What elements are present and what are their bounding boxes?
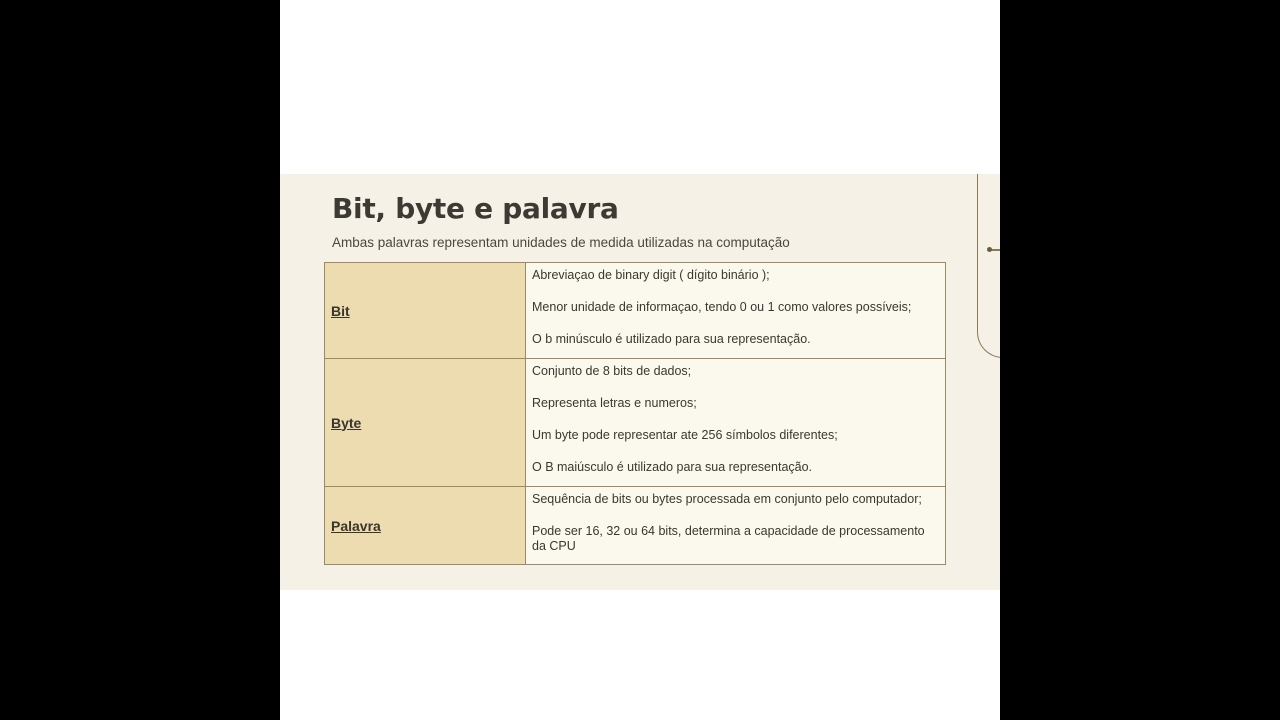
- description-line: O b minúsculo é utilizado para sua representação.: [532, 332, 811, 346]
- description-line: Abreviaçao de binary digit ( dígito binário );: [532, 268, 770, 282]
- description-line: Conjunto de 8 bits de dados;: [532, 364, 692, 378]
- slide: [280, 174, 1000, 590]
- description-line: Um byte pode representar ate 256 símbolos diferentes;: [532, 428, 838, 442]
- description-cell: [526, 487, 946, 565]
- term-cell: [325, 263, 526, 359]
- definitions-table: [324, 262, 946, 565]
- description-line: Pode ser 16, 32 ou 64 bits, determina a capacidade de processamento da CPU: [532, 524, 925, 553]
- video-frame: [280, 0, 1000, 720]
- term-bit: Bit: [331, 302, 350, 319]
- table-row-bit: [325, 263, 946, 359]
- decorative-dot: [987, 247, 992, 252]
- slide-title: Bit, byte e palavra: [332, 192, 619, 225]
- description-line: Sequência de bits ou bytes processada em conjunto pelo computador;: [532, 492, 922, 506]
- description-line: Representa letras e numeros;: [532, 396, 697, 410]
- description-line: O B maiúsculo é utilizado para sua representação.: [532, 460, 813, 474]
- description-line: Menor unidade de informaçao, tendo 0 ou 1 como valores possíveis;: [532, 300, 912, 314]
- decorative-bracket: [977, 174, 1000, 358]
- table-row-palavra: [325, 487, 946, 565]
- description-cell: [526, 359, 946, 487]
- description-cell: [526, 263, 946, 359]
- slide-subtitle: Ambas palavras representam unidades de medida utilizadas na computação: [332, 235, 790, 250]
- term-cell: [325, 487, 526, 565]
- term-cell: [325, 359, 526, 487]
- term-byte: Byte: [331, 414, 362, 431]
- term-palavra: Palavra: [331, 517, 381, 534]
- table-row-byte: [325, 359, 946, 487]
